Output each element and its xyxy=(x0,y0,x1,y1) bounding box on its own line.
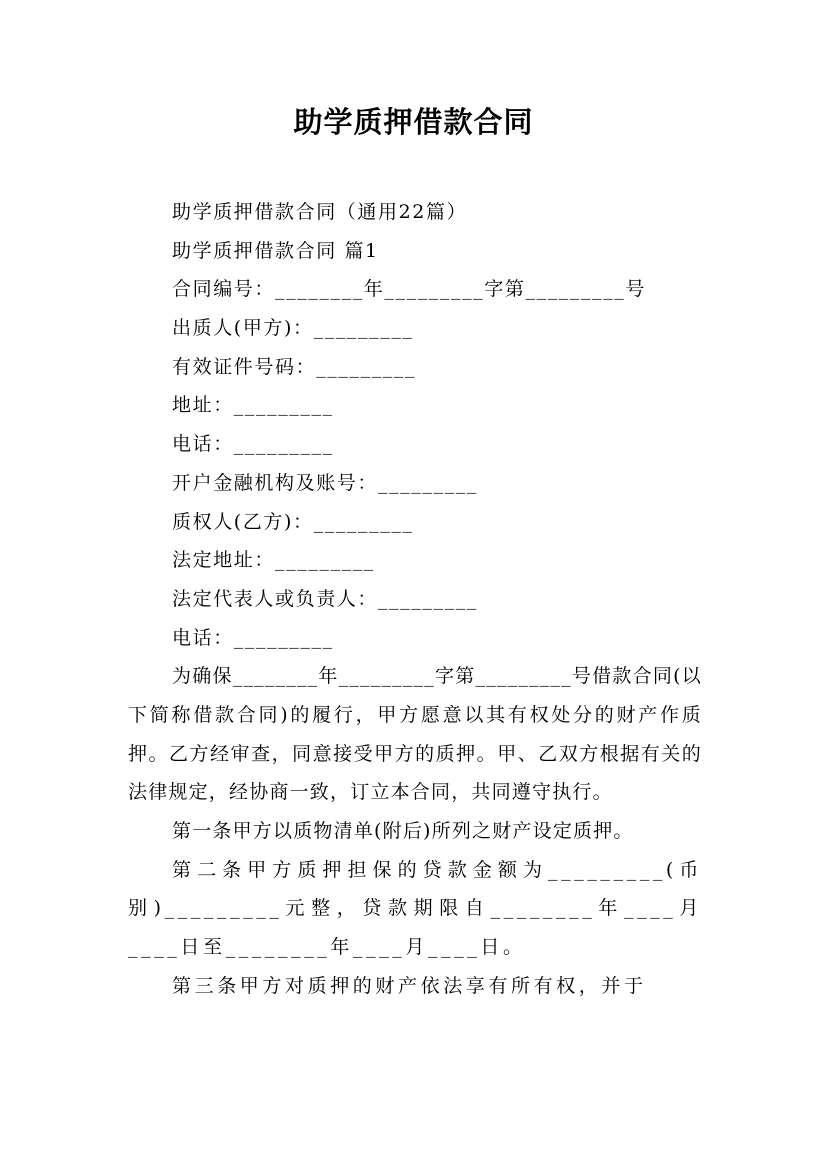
document-title: 助学质押借款合同 xyxy=(293,105,534,139)
phone-line: 电话：_________ xyxy=(172,433,334,456)
address-line: 地址：_________ xyxy=(172,394,334,417)
id-number-line: 有效证件号码：_________ xyxy=(172,355,417,378)
legal-address-line: 法定地址：_________ xyxy=(172,549,375,572)
preamble-paragraph: 为确保________年_________字第_________号借款合同(以下简称借款合同)的履行，甲方愿意以其有权处分的财产作质押。乙方经审查，同意接受甲方的质押。甲、乙双方根据有关的法律规定，经协商一致，订立本合同，共同遵守执行。 xyxy=(128,665,702,804)
legal-representative-line: 法定代表人或负责人：_________ xyxy=(172,587,478,610)
article-3-paragraph: 第三条甲方对质押的财产依法享有所有权，并于 xyxy=(172,974,647,997)
contract-number-line: 合同编号：________年_________字第_________号 xyxy=(172,278,647,301)
article-1-paragraph: 第一条甲方以质物清单(附后)所列之财产设定质押。 xyxy=(172,820,634,843)
pledgee-phone-line: 电话：_________ xyxy=(172,626,334,649)
contract-part-heading: 助学质押借款合同 篇1 xyxy=(172,239,379,262)
document-body xyxy=(128,193,702,1006)
article-2-paragraph: 第二条甲方质押担保的贷款金额为_________(币别)_________元整，贷款期限自________年____月____日至________年____月____日。 xyxy=(128,858,702,959)
pledgor-line: 出质人(甲方)：_________ xyxy=(172,317,414,340)
contract-collection-heading: 助学质押借款合同（通用22篇） xyxy=(172,201,468,223)
pledgee-line: 质权人(乙方)：_________ xyxy=(172,510,414,533)
bank-account-line: 开户金融机构及账号：_________ xyxy=(172,471,478,494)
